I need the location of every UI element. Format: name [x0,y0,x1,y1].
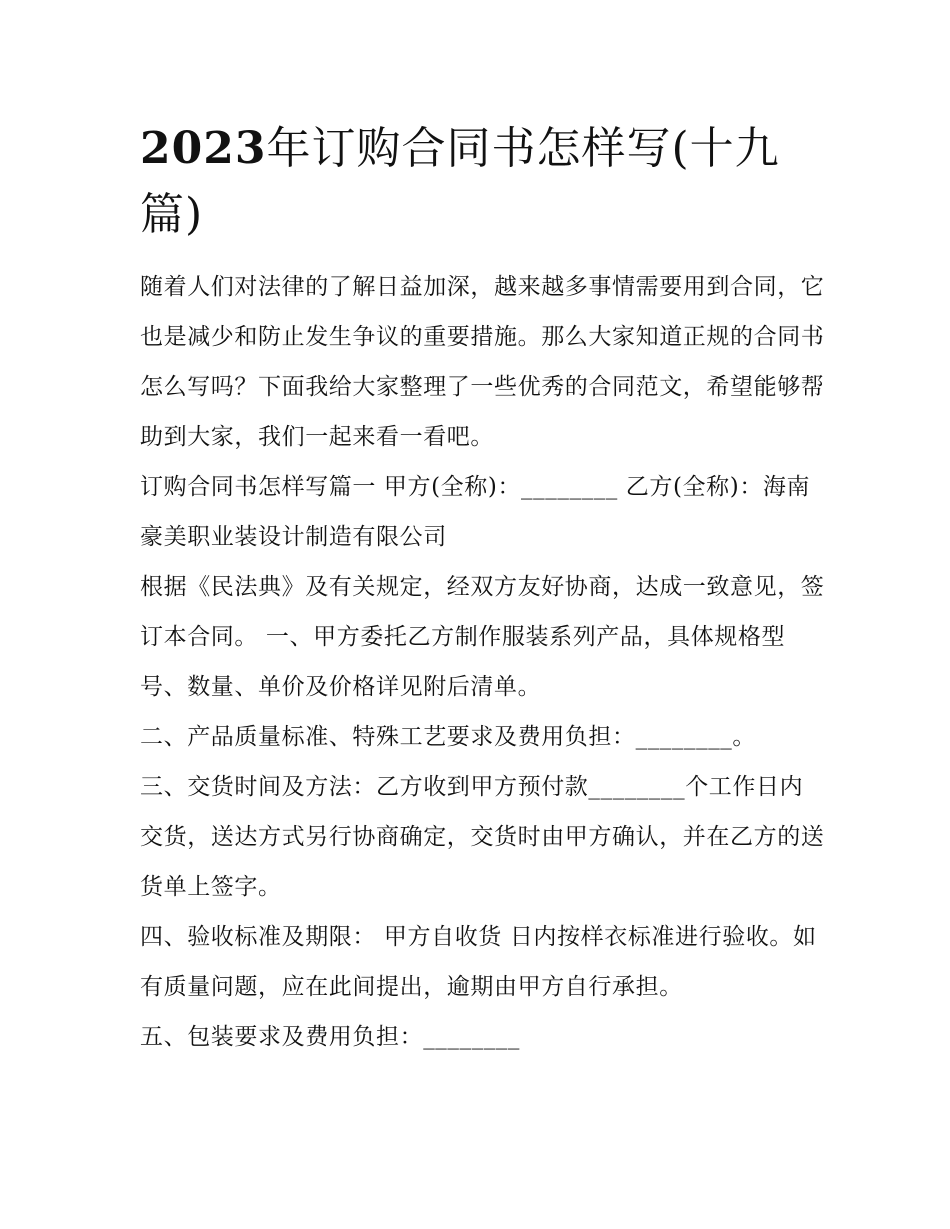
document-title [140,116,825,248]
clause-four-paragraph: 四、验收标准及期限： 甲方自收货 日内按样衣标准进行验收。如有质量问题，应在此间提出，逾期由甲方自行承担。 [140,924,817,1000]
parties-paragraph: 订购合同书怎样写篇一 甲方(全称)：________ 乙方(全称)：海南豪美职业装设计制造有限公司 [140,474,811,550]
title-year: 2023 [140,123,267,174]
clause-five-paragraph: 五、包装要求及费用负担：________ [140,1024,520,1050]
document-content [140,116,825,1062]
intro-paragraph: 随着人们对法律的了解日益加深，越来越多事情需要用到合同，它也是减少和防止发生争议的重要措施。那么大家知道正规的合同书怎么写吗？下面我给大家整理了一些优秀的合同范文，希望能够帮助到大家，我们一起来看一看吧。 [140,274,825,450]
clause-one-paragraph: 根据《民法典》及有关规定，经双方友好协商，达成一致意见，签订本合同。 一、甲方委托乙方制作服装系列产品，具体规格型号、数量、单价及价格详见附后清单。 [140,574,825,700]
title-text: 年订购合同书怎样写(十九篇) [140,123,780,240]
clause-three-paragraph: 三、交货时间及方法：乙方收到甲方预付款________个工作日内交货，送达方式另行协商确定，交货时由甲方确认，并在乙方的送货单上签字。 [140,774,825,900]
clause-two-paragraph: 二、产品质量标准、特殊工艺要求及费用负担：________。 [140,724,756,750]
